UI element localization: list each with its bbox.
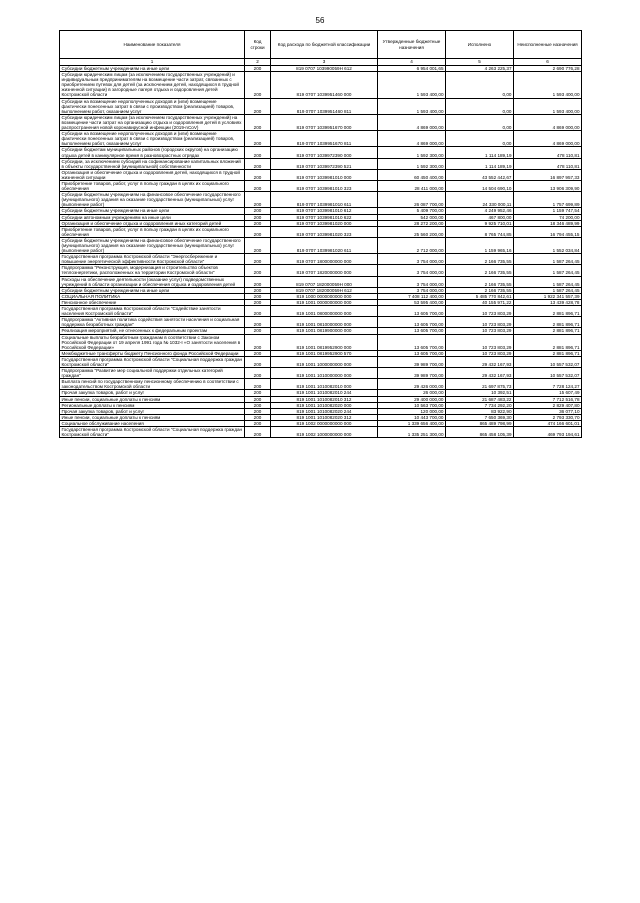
row-executed: 1 114 189,19 [446, 158, 514, 169]
row-remaining: 1 587 264,45 [514, 254, 582, 265]
header-executed: Исполнено [446, 31, 514, 59]
table-row [60, 72, 582, 98]
row-name: Социальные выплаты безработным гражданам в соответствии с Законом Российской Федерации от 19 апреля 1991 года № 1032-I «О занятости населения в Российской Федерации» [60, 334, 245, 350]
row-executed: 10 723 803,29 [446, 328, 514, 334]
row-name: Иные пенсии, социальные доплаты к пенсиям [60, 414, 245, 420]
row-code: 200 [245, 237, 271, 253]
row-name: Субсидии бюджетным учреждениям на финансовое обеспечение государственного (муниципального) задания на оказание государственных (муниципальных) услуг (выполнение работ) [60, 192, 245, 208]
row-code: 200 [245, 396, 271, 402]
row-executed: 467 800,00 [446, 214, 514, 220]
row-executed: 4 263 225,37 [446, 66, 514, 72]
header-approved: Утвержденные бюджетные назначения [378, 31, 446, 59]
row-name: Субсидии бюджетным учреждениям на финансовое обеспечение государственного (муниципального) задания на оказание государственных (муниципальных) услуг (выполнение работ) [60, 237, 245, 253]
row-approved: 3 754 000,00 [378, 265, 446, 276]
row-name: Социальное обслуживание населения [60, 420, 245, 426]
row-code: 200 [245, 379, 271, 390]
row-remaining: 4 869 000,00 [514, 131, 582, 147]
row-executed: 7 734 292,20 [446, 402, 514, 408]
row-name: Подпрограмма "Активная политика содействия занятости населения и социальная поддержка безработных граждан" [60, 317, 245, 328]
column-number: 3 [271, 59, 378, 66]
row-name: Прочая закупка товаров, работ и услуг [60, 390, 245, 396]
header-name: Наименование показателя [60, 31, 245, 59]
row-remaining: 2 881 896,71 [514, 317, 582, 328]
table-row [60, 379, 582, 390]
table-row [60, 317, 582, 328]
row-remaining: 13 439 428,78 [514, 299, 582, 305]
row-remaining: 1 757 699,89 [514, 192, 582, 208]
row-kbk: 819 1001 1010000000 000 [271, 368, 378, 379]
row-name: Приобретение товаров, работ, услуг в пользу граждан в целях их социального обеспечения [60, 180, 245, 191]
row-remaining: 10 557 532,07 [514, 356, 582, 367]
row-kbk: 819 1000 0000000000 000 [271, 293, 378, 299]
row-executed: 29 432 167,93 [446, 368, 514, 379]
table-row [60, 98, 582, 114]
row-kbk: 819 1001 0000000000 000 [271, 299, 378, 305]
row-executed: 2 166 735,55 [446, 254, 514, 265]
row-code: 200 [245, 72, 271, 98]
table-row [60, 414, 582, 420]
row-approved: 1 593 400,00 [378, 72, 446, 98]
column-number: 1 [60, 59, 245, 66]
row-approved: 13 605 700,00 [378, 306, 446, 317]
row-name: Субсидии юридическим лицам (за исключением государственных учреждений) на возмещение части затрат на организацию отдыха и оздоровления детей в условиях распространения новой коронавирусной инфекции (2019-nCoV) [60, 114, 245, 130]
row-kbk: 819 0707 1039981010 323 [271, 180, 378, 191]
table-row [60, 66, 582, 72]
row-executed: 1 114 189,19 [446, 147, 514, 158]
table-row [60, 350, 582, 356]
row-remaining: 1 593 400,00 [514, 98, 582, 114]
row-approved: 28 411 000,00 [378, 180, 446, 191]
row-kbk: 819 0707 1800000000 000 [271, 254, 378, 265]
row-remaining: 7 728 124,27 [514, 379, 582, 390]
row-name: Межбюджетные трансферты бюджету Пенсионного фонда Российской Федерации [60, 350, 245, 356]
row-name: Организация и обеспечение отдыха и оздоровления иных категорий детей [60, 220, 245, 226]
row-kbk: 819 0707 1820000000 000 [271, 265, 378, 276]
row-kbk: 819 0707 1039951460 000 [271, 72, 378, 98]
row-code: 200 [245, 414, 271, 420]
row-approved: 29 426 000,00 [378, 379, 446, 390]
row-remaining: 16 794 455,15 [514, 226, 582, 237]
row-executed: 83 922,90 [446, 408, 514, 414]
header-kbk: Код расхода по бюджетной классификации [271, 31, 378, 59]
row-remaining: 36 077,10 [514, 408, 582, 414]
row-name: Субсидии автономным учреждениям на иные цели [60, 214, 245, 220]
row-approved: 28 272 200,00 [378, 220, 446, 226]
row-code: 200 [245, 402, 271, 408]
row-name: Пенсионное обеспечение [60, 299, 245, 305]
row-remaining: 1 587 264,45 [514, 287, 582, 293]
row-remaining: 2 881 896,71 [514, 328, 582, 334]
row-approved: 3 754 000,00 [378, 287, 446, 293]
row-remaining: 1 552 034,84 [514, 237, 582, 253]
row-approved: 3 754 000,00 [378, 276, 446, 287]
row-approved: 3 754 000,00 [378, 254, 446, 265]
row-code: 200 [245, 254, 271, 265]
row-remaining: 2 881 896,71 [514, 306, 582, 317]
table-row [60, 220, 582, 226]
table-row [60, 254, 582, 265]
row-code: 200 [245, 328, 271, 334]
row-executed: 2 166 735,55 [446, 287, 514, 293]
row-remaining: 16 897 957,33 [514, 169, 582, 180]
row-executed: 1 159 965,16 [446, 237, 514, 253]
table-row [60, 114, 582, 130]
table-row [60, 334, 582, 350]
row-executed: 2 166 735,55 [446, 276, 514, 287]
row-executed: 7 650 369,30 [446, 414, 514, 420]
column-number: 2 [245, 59, 271, 66]
row-code: 200 [245, 214, 271, 220]
row-executed: 29 432 167,93 [446, 356, 514, 367]
row-kbk: 819 1001 1010082020 312 [271, 414, 378, 420]
table-row [60, 396, 582, 402]
row-executed: 10 723 803,29 [446, 350, 514, 356]
table-row [60, 420, 582, 426]
row-kbk: 819 0707 1039951670 000 [271, 114, 378, 130]
row-kbk: 819 0707 182000059Н 000 [271, 276, 378, 287]
row-kbk: 819 0707 1039981010 612 [271, 208, 378, 214]
row-name: Расходы на обеспечение деятельности (оказание услуг) подведомственных учреждений в области организации и обеспечения отдыха и оздоровления детей [60, 276, 245, 287]
row-name: Государственная программа Костромской области "Социальная поддержка граждан Костромской области" [60, 427, 245, 438]
row-name: Подпрограмма "Развитие мер социальной поддержки отдельных категорий граждан" [60, 368, 245, 379]
row-approved: 29 400 000,00 [378, 396, 446, 402]
row-kbk: 819 0707 1039981010 622 [271, 214, 378, 220]
row-remaining: 2 881 896,71 [514, 350, 582, 356]
row-approved: 1 335 251 300,00 [378, 427, 446, 438]
row-remaining: 2 881 896,71 [514, 334, 582, 350]
table-body [60, 66, 582, 438]
row-kbk: 819 0707 1039981010 611 [271, 192, 378, 208]
row-remaining: 1 593 400,00 [514, 72, 582, 98]
row-name: Организация и обеспечение отдыха и оздоровления детей, находящихся в трудной жизненной ситуации [60, 169, 245, 180]
row-remaining: 1 922 341 557,39 [514, 293, 582, 299]
row-kbk: 819 1001 0819952900 570 [271, 350, 378, 356]
row-remaining: 18 346 489,99 [514, 220, 582, 226]
row-code: 200 [245, 169, 271, 180]
table-row [60, 328, 582, 334]
table-row [60, 214, 582, 220]
row-name: Государственная программа Костромской области "Социальная поддержка граждан Костромской области" [60, 356, 245, 367]
row-executed: 0,00 [446, 131, 514, 147]
row-name: Государственная программа Костромской области "Содействие занятости населения Костромской области" [60, 306, 245, 317]
row-code: 200 [245, 208, 271, 214]
row-approved: 7 408 112 400,00 [378, 293, 446, 299]
row-kbk: 819 0707 1039981020 323 [271, 226, 378, 237]
row-remaining: 1 159 747,54 [514, 208, 582, 214]
row-executed: 4 249 952,46 [446, 208, 514, 214]
row-approved: 13 605 700,00 [378, 328, 446, 334]
row-kbk: 819 0707 1039981010 000 [271, 169, 378, 180]
row-name: Субсидии бюджетным учреждениям на иные цели [60, 66, 245, 72]
table-row [60, 192, 582, 208]
row-remaining: 7 712 516,78 [514, 396, 582, 402]
row-approved: 26 000,00 [378, 390, 446, 396]
page-number: 56 [315, 16, 325, 25]
row-kbk: 819 1001 0810000000 000 [271, 317, 378, 328]
row-remaining: 15 607,49 [514, 390, 582, 396]
row-approved: 1 592 300,00 [378, 158, 446, 169]
table-row [60, 169, 582, 180]
row-name: Подпрограмма "Реконструкция, модернизация и строительство объектов теплоэнергетики, расположенных на территории Костромской области" [60, 265, 245, 276]
row-kbk: 819 1001 0819952900 000 [271, 334, 378, 350]
row-approved: 13 605 700,00 [378, 350, 446, 356]
row-kbk: 819 0707 1039981020 000 [271, 220, 378, 226]
header-code: Код строки [245, 31, 271, 59]
row-name: СОЦИАЛЬНАЯ ПОЛИТИКА [60, 293, 245, 299]
row-code: 200 [245, 317, 271, 328]
row-code: 200 [245, 147, 271, 158]
header-remaining: Неисполненные назначения [514, 31, 582, 59]
row-approved: 5 409 700,00 [378, 208, 446, 214]
row-name: Государственная программа Костромской области "Энергосбережение и повышение энергетической эффективности Костромской области" [60, 254, 245, 265]
row-executed: 43 552 442,67 [446, 169, 514, 180]
table-row [60, 265, 582, 276]
row-executed: 10 723 803,29 [446, 334, 514, 350]
table-row [60, 390, 582, 396]
row-name: Выплата пенсий по государственному пенсионному обеспечению в соответствии с законодательством Костромской области [60, 379, 245, 390]
row-remaining: 13 906 309,90 [514, 180, 582, 191]
row-approved: 4 869 000,00 [378, 114, 446, 130]
row-kbk: 819 1001 1010082020 000 [271, 402, 378, 408]
row-executed: 0,00 [446, 114, 514, 130]
row-code: 200 [245, 408, 271, 414]
row-approved: 542 000,00 [378, 214, 446, 220]
row-code: 200 [245, 265, 271, 276]
row-name: Региональные доплаты к пенсиям [60, 402, 245, 408]
row-name: Субсидии юридическим лицам (за исключением государственных учреждений) и индивидуальным предпринимателям на возмещение части затрат, связанных с приобретением путевок для детей (за исключением детей, находящихся в трудной жизненной ситуации) в загородные лагеря отдыха и оздоровления детей Костромской области [60, 72, 245, 98]
row-kbk: 819 0707 1039981020 611 [271, 237, 378, 253]
row-code: 200 [245, 334, 271, 350]
row-remaining: 474 166 601,01 [514, 420, 582, 426]
row-approved: 2 712 000,00 [378, 237, 446, 253]
row-executed: 5 485 770 842,61 [446, 293, 514, 299]
row-code: 200 [245, 192, 271, 208]
row-kbk: 819 1002 0000000000 000 [271, 420, 378, 426]
row-remaining: 1 587 264,45 [514, 265, 582, 276]
row-executed: 8 765 744,85 [446, 226, 514, 237]
row-code: 200 [245, 114, 271, 130]
row-executed: 9 925 710,01 [446, 220, 514, 226]
row-kbk: 819 0707 1039972390 521 [271, 158, 378, 169]
table-row [60, 287, 582, 293]
row-approved: 120 000,00 [378, 408, 446, 414]
table-row [60, 147, 582, 158]
table-row [60, 356, 582, 367]
row-code: 200 [245, 293, 271, 299]
row-kbk: 819 1001 1010082010 000 [271, 379, 378, 390]
row-kbk: 819 0707 1039951670 811 [271, 131, 378, 147]
table-row [60, 427, 582, 438]
row-remaining: 2 690 776,28 [514, 66, 582, 72]
row-executed: 865 489 798,99 [446, 420, 514, 426]
table-row [60, 158, 582, 169]
row-approved: 13 605 700,00 [378, 334, 446, 350]
row-executed: 10 723 803,29 [446, 317, 514, 328]
row-executed: 865 458 105,39 [446, 427, 514, 438]
table-row [60, 408, 582, 414]
row-approved: 6 954 001,65 [378, 66, 446, 72]
row-kbk: 819 1001 1010082010 244 [271, 390, 378, 396]
row-remaining: 4 869 000,00 [514, 114, 582, 130]
row-executed: 0,00 [446, 72, 514, 98]
row-approved: 53 595 400,00 [378, 299, 446, 305]
row-code: 200 [245, 368, 271, 379]
row-executed: 2 166 735,55 [446, 265, 514, 276]
header-row [60, 31, 582, 59]
row-executed: 0,00 [446, 98, 514, 114]
table-row [60, 180, 582, 191]
row-code: 200 [245, 66, 271, 72]
row-code: 200 [245, 390, 271, 396]
row-name: Субсидии бюджетным учреждениям на иные цели [60, 287, 245, 293]
table-row [60, 226, 582, 237]
row-name: Субсидии бюджетам муниципальных районов (городских округов) на организацию отдыха детей в каникулярное время в разновозрастных отрядах [60, 147, 245, 158]
row-approved: 39 989 700,00 [378, 368, 446, 379]
row-name: Прочая закупка товаров, работ и услуг [60, 408, 245, 414]
column-number-row [60, 59, 582, 66]
column-number: 6 [514, 59, 582, 66]
row-name: Субсидии на возмещение недополученных доходов и (или) возмещение фактически понесенных затрат в связи с производством (реализацией) товаров, выполнением работ, оказанием услуг [60, 131, 245, 147]
row-name: Приобретение товаров, работ, услуг в пользу граждан в целях их социального обеспечения [60, 226, 245, 237]
row-approved: 60 450 400,00 [378, 169, 446, 180]
row-remaining: 2 793 330,70 [514, 414, 582, 420]
table-row [60, 131, 582, 147]
row-code: 200 [245, 306, 271, 317]
row-code: 200 [245, 226, 271, 237]
row-approved: 10 443 700,00 [378, 414, 446, 420]
row-remaining: 2 829 407,80 [514, 402, 582, 408]
row-approved: 4 869 000,00 [378, 131, 446, 147]
row-kbk: 819 0707 103990059Н 612 [271, 66, 378, 72]
row-name: Субсидии на возмещение недополученных доходов и (или) возмещение фактически понесенных затрат в связи с производством (реализацией) товаров, выполнением работ, оказанием услуг [60, 98, 245, 114]
row-remaining: 74 200,00 [514, 214, 582, 220]
row-approved: 13 605 700,00 [378, 317, 446, 328]
row-approved: 1 339 656 400,00 [378, 420, 446, 426]
row-executed: 24 330 000,11 [446, 192, 514, 208]
row-code: 200 [245, 131, 271, 147]
row-remaining: 478 110,81 [514, 158, 582, 169]
row-name: Субсидии бюджетным учреждениям на иные цели [60, 208, 245, 214]
row-kbk: 819 1002 1000000000 000 [271, 427, 378, 438]
row-kbk: 819 1001 1000000000 000 [271, 356, 378, 367]
row-code: 200 [245, 356, 271, 367]
row-kbk: 819 0707 1039951460 811 [271, 98, 378, 114]
column-number: 4 [378, 59, 446, 66]
row-kbk: 819 1001 1010082020 244 [271, 408, 378, 414]
row-executed: 14 504 690,10 [446, 180, 514, 191]
row-name: Субсидии, за исключением субсидий на софинансирование капитальных вложений в объекты государственной (муниципальной) собственности [60, 158, 245, 169]
row-kbk: 819 0707 182000059Н 612 [271, 287, 378, 293]
row-name: Иные пенсии, социальные доплаты к пенсиям [60, 396, 245, 402]
row-kbk: 819 0707 1039972390 000 [271, 147, 378, 158]
row-remaining: 478 110,81 [514, 147, 582, 158]
table-row [60, 208, 582, 214]
row-code: 200 [245, 158, 271, 169]
row-executed: 21 687 483,22 [446, 396, 514, 402]
table-row [60, 276, 582, 287]
row-code: 200 [245, 287, 271, 293]
row-remaining: 1 587 264,45 [514, 276, 582, 287]
row-approved: 39 989 700,00 [378, 356, 446, 367]
column-number: 5 [446, 59, 514, 66]
row-code: 200 [245, 276, 271, 287]
row-executed: 21 697 875,73 [446, 379, 514, 390]
row-code: 200 [245, 427, 271, 438]
row-code: 200 [245, 420, 271, 426]
row-executed: 10 392,51 [446, 390, 514, 396]
row-code: 200 [245, 299, 271, 305]
table-row [60, 237, 582, 253]
row-name: Реализация мероприятий, не отнесенных к федеральным проектам [60, 328, 245, 334]
row-approved: 1 593 400,00 [378, 98, 446, 114]
row-kbk: 819 1001 1010082010 312 [271, 396, 378, 402]
row-kbk: 819 1001 0800000000 000 [271, 306, 378, 317]
row-remaining: 10 557 532,07 [514, 368, 582, 379]
row-remaining: 469 793 194,61 [514, 427, 582, 438]
row-code: 200 [245, 98, 271, 114]
row-code: 200 [245, 220, 271, 226]
row-approved: 26 087 700,00 [378, 192, 446, 208]
row-approved: 10 563 700,00 [378, 402, 446, 408]
row-kbk: 819 1001 0819900000 000 [271, 328, 378, 334]
budget-execution-table [59, 30, 582, 438]
row-approved: 25 560 200,00 [378, 226, 446, 237]
row-code: 200 [245, 350, 271, 356]
row-executed: 10 723 803,29 [446, 306, 514, 317]
row-executed: 40 155 971,22 [446, 299, 514, 305]
row-approved: 1 592 300,00 [378, 147, 446, 158]
row-code: 200 [245, 180, 271, 191]
table-row [60, 368, 582, 379]
table-row [60, 306, 582, 317]
